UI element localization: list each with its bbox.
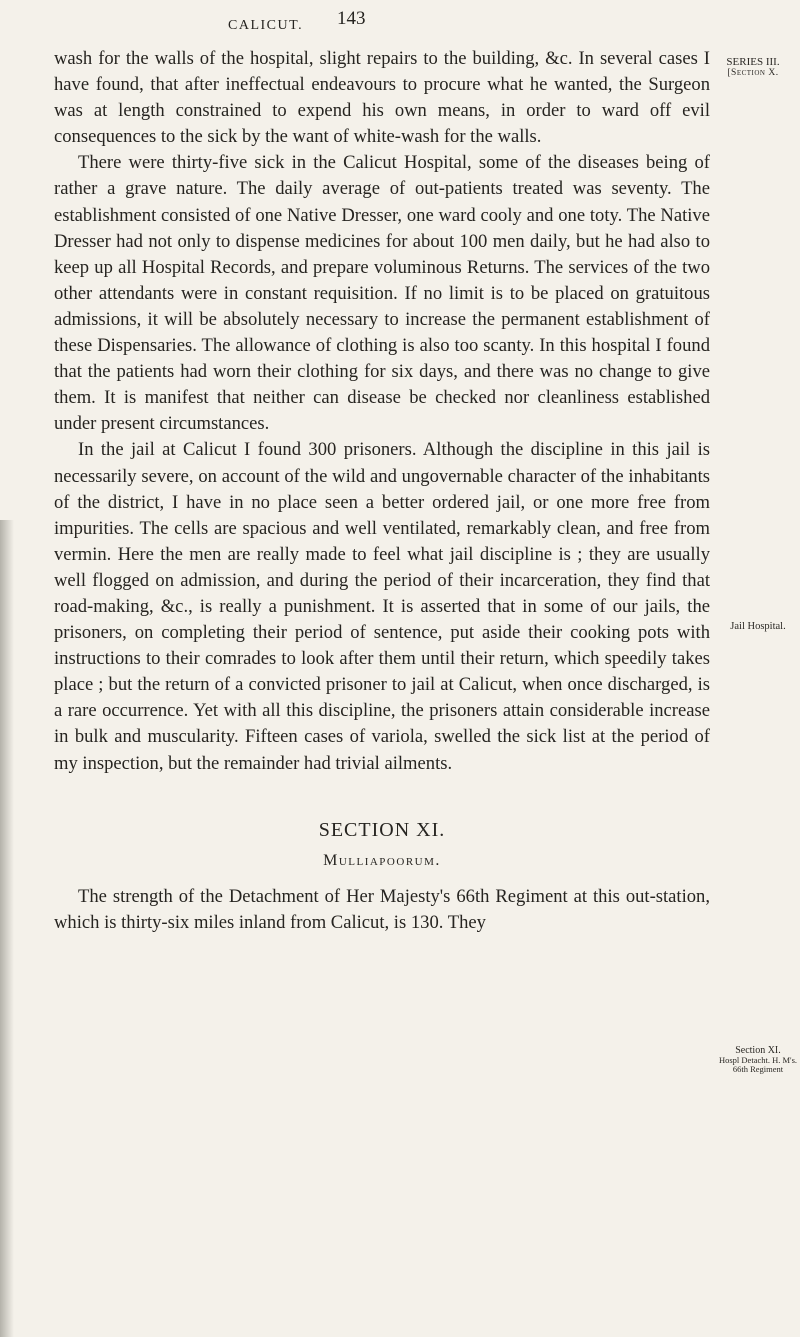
section-subheading: Mulliapoorum. [323, 851, 441, 869]
page-gutter-shadow [0, 520, 14, 1337]
running-title: CALICUT. [228, 18, 304, 33]
margin-note-series [718, 57, 788, 79]
margin-note-jail-hospital: Jail Hospital. [730, 621, 786, 632]
margin-note-section-xi [716, 1045, 800, 1074]
paragraph-mulliapoorum: The strength of the Detachment of Her Majesty's 66th Regiment at this out-station, which is thirty-six miles inland from Calicut, is 130. They [54, 885, 710, 933]
body-text [54, 46, 710, 936]
series-section-label: [Section X. [727, 68, 779, 78]
page-number: 143 [337, 8, 366, 29]
paragraph-continuation: wash for the walls of the hospital, slight repairs to the building, &c. In several cases I have found, that after ineffectual endeavours to procure what he wanted, the Surgeon was at length constrained to expend his own means, in order to ward off evil consequences to the sick by the want of white-wash for the walls. [54, 48, 710, 148]
paragraph-calicut-jail: In the jail at Calicut I found 300 prisoners. Although the discipline in this jail is necessarily severe, on account of the wild and ungovernable character of the inhabitants of the district, I have in no place seen a better ordered jail, or one more free from impurities. The cells are spacious and well ventilated, remarkably clean, and free from vermin. Here the men are really made to feel what jail discipline is ; they are usually well flogged on admission, and during the period of their incarceration, they find that road-making, &c., is really a punishment. It is asserted that in some of our jails, the prisoners, on completing their period of sentence, put aside their cooking pots with instructions to their comrades to look after them until their return, which speedily takes place ; but the return of a convicted prisoner to jail at Calicut, when once discharged, is a rare occurrence. Yet with all this discipline, the prisoners attain considerable increase in bulk and muscularity. Fifteen cases of variola, swelled the sick list at the period of my inspection, but the remainder had trivial ailments. [54, 439, 710, 774]
section-heading: SECTION XI. [318, 818, 446, 841]
running-header [0, 6, 800, 46]
section11-note-title: Section XI. [735, 1045, 781, 1056]
section11-note-detail: Hospl Detacht. H. M's. 66th Regiment [718, 1055, 798, 1074]
paragraph-calicut-hospital: There were thirty-five sick in the Calicut Hospital, some of the diseases being of rather a grave nature. The daily average of out-patients treated was seventy. The establishment consisted of one Native Dresser, one ward cooly and one toty. The Native Dresser had not only to dispense medicines for about 100 men daily, but he had also to keep up all Hospital Records, and prepare voluminous Returns. The services of the two other attendants were in constant requisition. If no limit is to be placed on gratuitous admissions, it will be absolutely necessary to increase the permanent establishment of these Dispensaries. The allowance of clothing is also too scanty. In this hospital I found that the patients had worn their clothing for six days, and there was no change to give them. It is manifest that neither can disease be checked nor cleanliness established under present circumstances. [54, 152, 710, 435]
series-label: SERIES III. [726, 56, 780, 68]
